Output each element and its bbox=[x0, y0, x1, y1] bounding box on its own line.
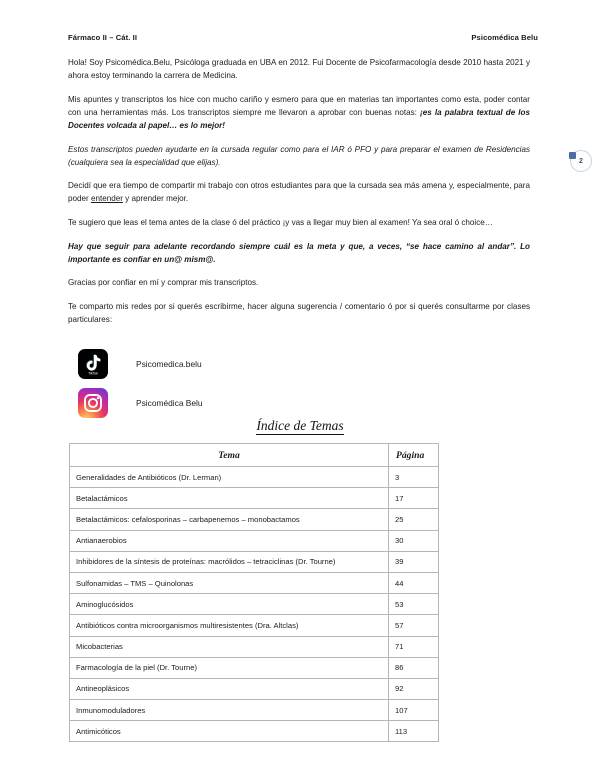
cell-tema: Micobacterias bbox=[70, 636, 389, 657]
cell-pagina: 17 bbox=[389, 488, 439, 509]
paragraph-decidi-underlined: entender bbox=[90, 194, 123, 204]
cell-pagina: 57 bbox=[389, 615, 439, 636]
header-right-title: Psicomédica Belu bbox=[471, 33, 538, 42]
cell-tema: Sulfonamidas – TMS – Quinolonas bbox=[70, 572, 389, 593]
paragraph-redes: Te comparto mis redes por si querés escribirme, hacer alguna sugerencia / comentario ó por si querés consultarme por clases particulares: bbox=[68, 301, 530, 325]
cell-pagina: 86 bbox=[389, 657, 439, 678]
svg-text:TikTok: TikTok bbox=[88, 371, 98, 376]
paragraph-gracias: Gracias por confiar en mí y comprar mis transcriptos. bbox=[68, 278, 259, 288]
cell-pagina: 71 bbox=[389, 636, 439, 657]
cell-pagina: 3 bbox=[389, 467, 439, 488]
index-table bbox=[69, 443, 439, 742]
cell-pagina: 92 bbox=[389, 678, 439, 699]
document-body bbox=[68, 56, 530, 337]
cell-tema: Betalactámicos bbox=[70, 488, 389, 509]
index-table-body bbox=[70, 467, 439, 742]
column-header-tema: Tema bbox=[70, 444, 389, 467]
social-row-tiktok[interactable] bbox=[78, 346, 378, 382]
cell-pagina: 44 bbox=[389, 572, 439, 593]
cell-tema: Antibióticos contra microorganismos multiresistentes (Dra. Altclas) bbox=[70, 615, 389, 636]
table-row[interactable] bbox=[70, 594, 439, 615]
page-number-badge[interactable] bbox=[570, 150, 592, 172]
cell-tema: Generalidades de Antibióticos (Dr. Lerman) bbox=[70, 467, 389, 488]
paragraph-decidi bbox=[68, 179, 530, 205]
cell-tema: Aminoglucósidos bbox=[70, 594, 389, 615]
cell-pagina: 107 bbox=[389, 700, 439, 721]
paragraph-motivacion: Hay que seguir para adelante recordando siempre cuál es la meta y que, a veces, “se hace camino al andar”. Lo importante es confiar en un@ mism@. bbox=[68, 241, 530, 264]
table-row[interactable] bbox=[70, 636, 439, 657]
paragraph-decidi-text-a: Decidí que era tiempo de compartir mi trabajo con otros estudiantes para que la cursada sea más amena y, especialmente, para poder bbox=[68, 181, 530, 204]
header-left-title: Fármaco II – Cát. II bbox=[68, 33, 138, 42]
table-row[interactable] bbox=[70, 467, 439, 488]
document-header bbox=[68, 33, 538, 42]
social-row-instagram[interactable] bbox=[78, 385, 378, 421]
social-label-instagram: Psicomédica Belu bbox=[136, 398, 203, 408]
cell-pagina: 113 bbox=[389, 721, 439, 742]
index-title bbox=[0, 418, 600, 434]
paragraph-sugerencia: Te sugiero que leas el tema antes de la clase ó del práctico ¡y vas a llegar muy bien al examen! Ya sea oral ó choice… bbox=[68, 217, 493, 227]
paragraph-apuntes-text: Mis apuntes y transcriptos los hice con mucho cariño y esmero para que en materias tan importantes como esta, poder contar con una herramientas más. Los transcriptos siempre me llevaron a aprobar con buenas notas: bbox=[68, 94, 530, 117]
table-row[interactable] bbox=[70, 551, 439, 572]
table-row[interactable] bbox=[70, 700, 439, 721]
tiktok-icon bbox=[78, 349, 108, 379]
cell-tema: Inmunomoduladores bbox=[70, 700, 389, 721]
paragraph-apuntes-emphasis: ¡es la palabra textual de los Docentes volcada al papel… es lo mejor! bbox=[68, 107, 530, 130]
table-row[interactable] bbox=[70, 657, 439, 678]
cell-pagina: 53 bbox=[389, 594, 439, 615]
instagram-icon bbox=[78, 388, 108, 418]
table-row[interactable] bbox=[70, 509, 439, 530]
index-title-text: Índice de Temas bbox=[256, 418, 344, 433]
table-row[interactable] bbox=[70, 678, 439, 699]
table-row[interactable] bbox=[70, 572, 439, 593]
paragraph-intro: Hola! Soy Psicomédica.Belu, Psicóloga graduada en UBA en 2012. Fui Docente de Psicofarmacología desde 2010 hasta 2021 y ahora estoy terminando la carrera de Medicina. bbox=[68, 58, 530, 81]
cell-tema: Betalactámicos: cefalosporinas – carbapenemos – monobactamos bbox=[70, 509, 389, 530]
paragraph-decidi-text-b: y aprender mejor. bbox=[122, 194, 189, 204]
social-label-tiktok: Psicomedica.belu bbox=[136, 359, 202, 369]
cell-tema: Farmacología de la piel (Dr. Tourne) bbox=[70, 657, 389, 678]
cell-tema: Inhibidores de la síntesis de proteínas: macrólidos – tetraciclinas (Dr. Tourne) bbox=[70, 551, 389, 572]
social-links-list bbox=[78, 346, 378, 424]
cell-pagina: 30 bbox=[389, 530, 439, 551]
paragraph-transcriptos: Estos transcriptos pueden ayudarte en la cursada regular como para el IAR ó PFO y para preparar el examen de Residencias (cualquiera sea la especialidad que elijas). bbox=[68, 144, 530, 167]
table-row[interactable] bbox=[70, 488, 439, 509]
table-row[interactable] bbox=[70, 721, 439, 742]
cell-tema: Antianaerobios bbox=[70, 530, 389, 551]
cell-pagina: 39 bbox=[389, 551, 439, 572]
column-header-pagina: Página bbox=[389, 444, 439, 467]
paragraph-apuntes bbox=[68, 93, 530, 132]
cell-pagina: 25 bbox=[389, 509, 439, 530]
cell-tema: Antineoplásicos bbox=[70, 678, 389, 699]
table-row[interactable] bbox=[70, 615, 439, 636]
table-row[interactable] bbox=[70, 530, 439, 551]
page-number-badge-label: 2 bbox=[579, 157, 583, 165]
cell-tema: Antimicóticos bbox=[70, 721, 389, 742]
table-header-row bbox=[70, 444, 439, 467]
